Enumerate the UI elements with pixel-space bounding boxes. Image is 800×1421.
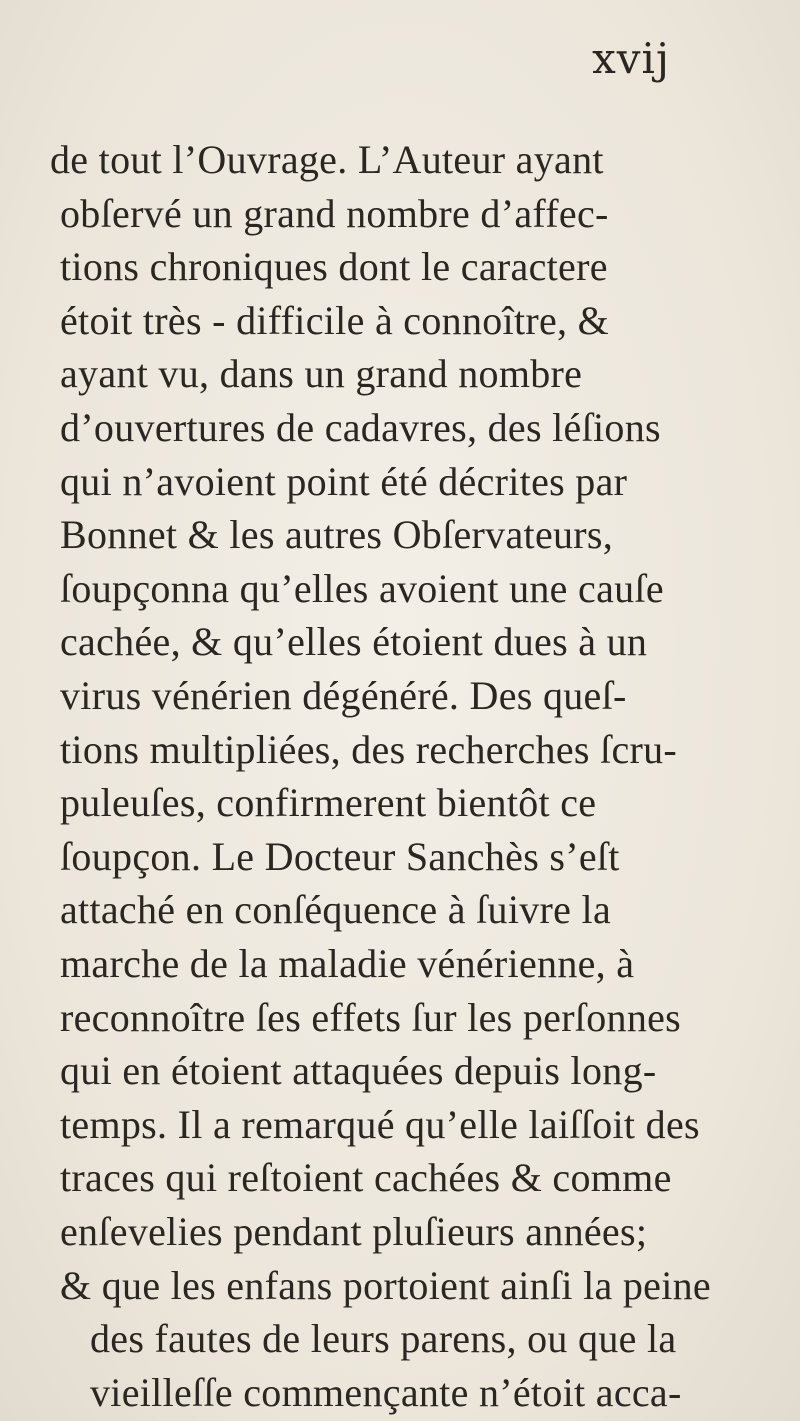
text-line: tions chroniques dont le caractere xyxy=(60,244,608,290)
text-line: qui n’avoient point été décrites par xyxy=(60,458,628,504)
text-line: cachée, & qu’elles étoient dues à un xyxy=(60,619,648,665)
text-line: ayant vu, dans un grand nombre xyxy=(60,351,583,397)
text-line: tions multipliées, des recherches ſcru- xyxy=(60,726,678,772)
text-line: étoit très - difficile à connoître, & xyxy=(60,297,610,343)
text-line: ſoupçonna qu’elles avoient une cauſe xyxy=(60,565,664,611)
text-line: des fautes de leurs parens, ou que la xyxy=(90,1316,677,1362)
text-line: qui en étoient attaquées depuis long- xyxy=(60,1048,657,1094)
text-line: de tout l’Ouvrage. L’Auteur ayant xyxy=(50,137,604,182)
page-number: xvij xyxy=(592,34,670,83)
text-line: reconnoître ſes effets ſur les perſonnes xyxy=(60,994,682,1040)
text-line: marche de la maladie vénérienne, à xyxy=(60,941,635,986)
text-line: obſervé un grand nombre d’affec- xyxy=(60,190,609,236)
text-line: traces qui reſtoient cachées & comme xyxy=(60,1155,672,1201)
text-line: enſevelies pendant pluſieurs années; xyxy=(60,1209,648,1254)
text-line: d’ouvertures de cadavres, des léſions xyxy=(60,405,661,450)
text-line: Bonnet & les autres Obſervateurs, xyxy=(60,512,614,558)
text-line: attaché en conſéquence à ſuivre la xyxy=(60,887,612,933)
text-line: vieilleſſe commençante n’étoit acca- xyxy=(90,1369,682,1415)
text-line: puleuſes, confirmerent bientôt ce xyxy=(60,780,597,826)
text-line: virus vénérien dégénéré. Des queſ- xyxy=(60,673,627,718)
text-line: temps. Il a remarqué qu’elle laiſſoit des xyxy=(60,1101,700,1147)
text-line: & que les enfans portoient ainſi la peine xyxy=(60,1262,711,1308)
text-line: ſoupçon. Le Docteur Sanchès s’eſt xyxy=(60,833,620,879)
